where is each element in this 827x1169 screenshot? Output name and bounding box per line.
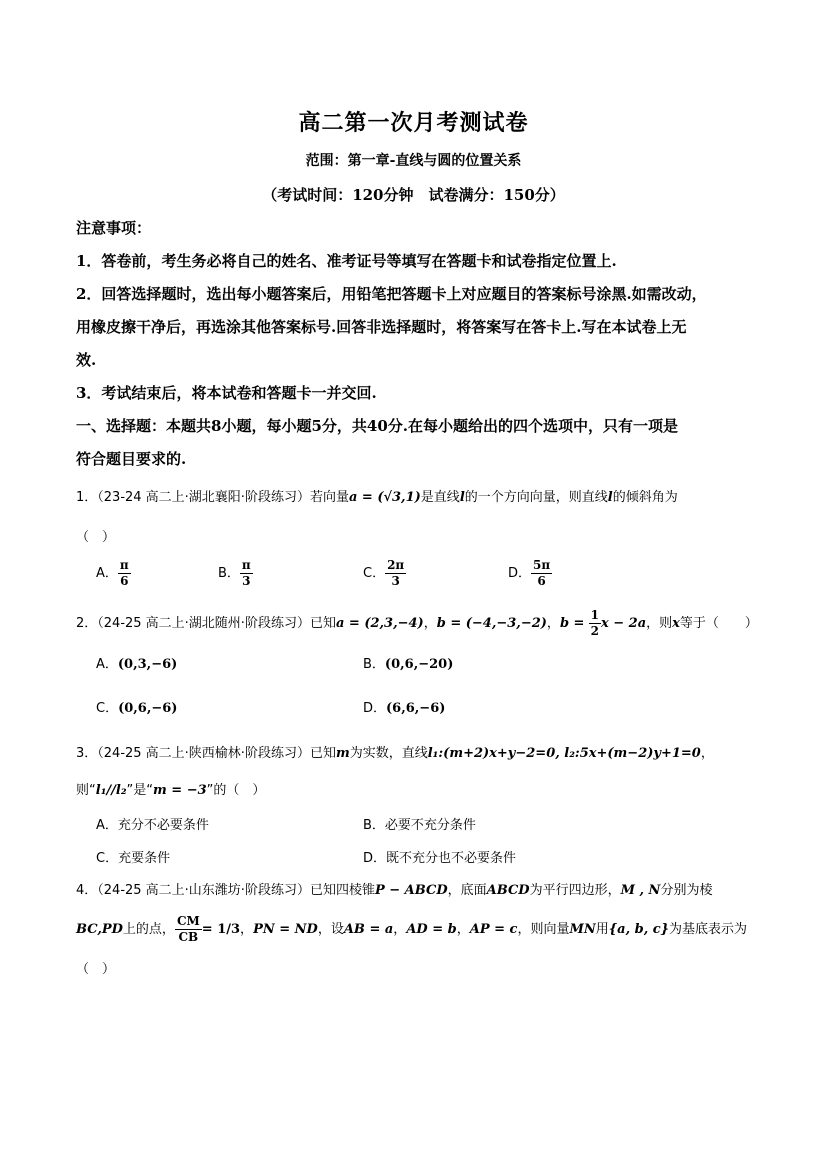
q4-mid4: 上的点， [122,922,175,937]
q4-mid7: 用 [595,922,609,937]
q3-m: m [335,746,350,761]
q1-option-d [508,558,552,589]
q3-option-d-value: 既不充分也不必要条件 [386,851,517,866]
q4-points-mn: M , N [620,883,661,898]
q1-option-c-fraction [385,558,406,589]
q3-line2-suffix: ”的（ ） [206,783,266,798]
q1-option-d-label: D． [508,566,532,581]
exam-title: 高二第一次月考测试卷 [298,110,529,136]
fraction-numerator: π [119,558,129,572]
fraction-denominator: 3 [391,574,400,588]
q2-option-d [363,697,445,716]
q4-base: ABCD [486,883,530,898]
q2-option-d-value: (6,6,−6) [386,701,446,716]
notice-item-3: 3．考试结束后，将本试卷和答题卡一并交回. [76,384,377,402]
q2-option-a-label: A． [96,657,118,672]
q1-prefix: 1．（23-24 高二上·湖北襄阳·阶段练习）若向量 [76,490,349,505]
q1-option-a-label: A． [96,566,118,581]
q2-option-d-label: D． [363,701,387,716]
q3-condition-parallel: l₁//l₂ [95,783,127,798]
q2-equation-left: b = [559,616,585,631]
section-1-line-1: 一、选择题：本题共8小题，每小题5分，共40分.在每小题给出的四个选项中，只有一项是 [76,417,678,435]
q3-option-c [96,847,170,866]
fraction-denominator: CB [178,930,199,944]
q1-option-a [96,558,131,589]
q4-pyramid: P − ABCD [374,883,448,898]
question-3-stem-line-2 [76,779,265,798]
q2-option-b-value: (0,6,−20) [384,657,454,672]
q2-option-c-label: C． [96,701,119,716]
q1-option-b-label: B． [218,566,240,581]
q4-vector-ap: AP = c [469,922,518,937]
q1-option-b-fraction [240,558,253,589]
q1-line-l: l [459,490,465,505]
q3-line2-pre: 则“ [76,783,96,798]
q4-fraction [175,914,202,945]
q3-option-c-label: C． [96,851,119,866]
question-4-stem-line-2: BC,PD上的点， $\frac{CM}{CB}$ = 1/3，PN = ND，设AB = a，AD = b，AP = c，则向量MN用{a, b, c}为基底表示为 [76,914,748,944]
q2-vector-a: a = (2,3,−4) [335,616,424,631]
q1-option-d-fraction [531,558,552,589]
q2-equation-right: x − 2a [600,616,647,631]
fraction-numerator: 1 [590,608,599,622]
q2-option-c [96,697,177,716]
q2-vector-x: x [672,616,680,631]
q1-mid2: 的一个方向向量，则直线 [464,490,608,505]
q4-mid6: ，则向量 [517,922,570,937]
q4-edges: BC,PD [76,922,123,937]
q4-mid2: 为平行四边形， [529,883,621,898]
question-3-stem: 3．（24-25 高二上·陕西榆林·阶段练习）已知m为实数，直线l₁:(m+2)x+y−2=0, l₂:5x+(m−2)y+1=0， [76,746,714,761]
q4-paren: （ ） [76,962,116,977]
q2-suffix: 等于（ ） [679,616,758,631]
question-4-stem [76,879,712,898]
question-2-stem: 2．（24-25 高二上·湖北随州·阶段练习）已知a = (2,3,−4)，b = (−4,−3,−2)，b = $\frac{1}{2}$ x − 2a，则x等于（ ） [76,608,758,638]
question-1-stem [76,486,678,505]
q2-vector-b: b = (−4,−3,−2) [436,616,547,631]
q1-option-b [218,558,253,589]
q1-option-c [363,558,406,589]
q2-prefix: 2．（24-25 高二上·湖北随州·阶段练习）已知 [76,616,336,631]
q3-option-a-value: 充分不必要条件 [117,818,209,833]
q2-option-c-value: (0,6,−6) [118,701,178,716]
q3-line2-mid: ”是“ [126,783,153,798]
q3-prefix: 3．（24-25 高二上·陕西榆林·阶段练习）已知 [76,746,336,761]
q3-option-b-label: B． [363,818,385,833]
q3-option-b [363,814,476,833]
q4-vector-ab: AB = a [343,922,394,937]
q4-suffix: 为基底表示为 [669,922,748,937]
q1-vector: a = (√3,1) [348,490,421,505]
q1-suffix: 的倾斜角为 [612,490,678,505]
q2-option-b [363,653,453,672]
q4-mid1: ，底面 [447,883,487,898]
q1-paren: （ ） [76,530,116,545]
section-1-line-2: 符合题目要求的. [76,450,187,468]
q3-condition-m: m = −3 [153,783,207,798]
q3-option-a-label: A． [96,818,118,833]
q4-prefix: 4．（24-25 高二上·山东潍坊·阶段练习）已知四棱锥 [76,883,375,898]
q4-mid3: 分别为棱 [660,883,713,898]
fraction-denominator: 6 [537,574,546,588]
q2-option-a [96,653,177,672]
q2-option-a-value: (0,3,−6) [117,657,178,672]
fraction-denominator: 6 [120,574,129,588]
fraction-denominator: 3 [242,574,251,588]
fraction-numerator: 2π [387,558,405,572]
q1-option-a-fraction [118,558,131,589]
q3-option-d [363,847,516,866]
q4-vector-mn: MN [569,922,596,937]
fraction-denominator: 2 [590,624,599,638]
fraction-numerator: 5π [533,558,551,572]
q1-mid: 是直线 [420,490,460,505]
q4-condition: PN = ND [253,922,318,937]
q4-fraction-value: = 1/3 [201,922,241,937]
notice-item-1: 1．答卷前，考生务必将自己的姓名、准考证号等填写在答题卡和试卷指定位置上. [76,252,617,270]
q4-basis: {a, b, c} [608,922,670,937]
q3-option-b-value: 必要不充分条件 [384,818,476,833]
q3-option-d-label: D． [363,851,387,866]
q2-fraction [589,608,601,639]
fraction-numerator: CM [176,914,200,928]
notice-heading: 注意事项： [76,219,152,237]
q3-line-equations: l₁:(m+2)x+y−2=0, l₂:5x+(m−2)y+1=0 [427,746,701,761]
q2-option-b-label: B． [363,657,385,672]
notice-item-2-line-1: 2．回答选择题时，选出每小题答案后，用铅笔把答题卡上对应题目的答案标号涂黑.如需改动， [76,285,707,303]
q1-line-l-2: l [607,490,613,505]
q3-mid: 为实数，直线 [349,746,428,761]
exam-info: （考试时间：120分钟 试卷满分：150分） [262,186,565,204]
exam-scope: 范围：第一章-直线与圆的位置关系 [305,153,522,169]
notice-item-2-line-2: 用橡皮擦干净后，再选涂其他答案标号.回答非选择题时，将答案写在答卡上.写在本试卷上无 [76,318,687,336]
notice-item-2-line-3: 效. [76,351,97,369]
fraction-numerator: π [241,558,251,572]
q1-option-c-label: C． [363,566,386,581]
q4-vector-ad: AD = b [406,922,457,937]
q2-suffix-pre: ，则 [646,616,673,631]
q3-option-a [96,814,209,833]
q3-option-c-value: 充要条件 [118,851,171,866]
q4-mid5: ，设 [317,922,344,937]
